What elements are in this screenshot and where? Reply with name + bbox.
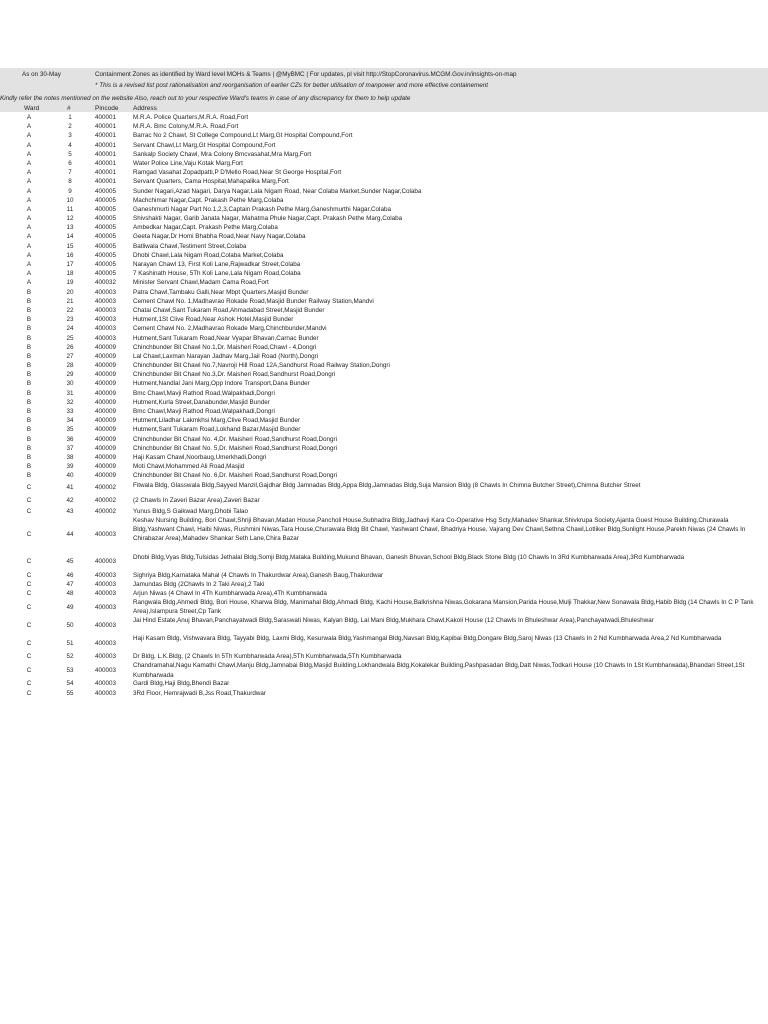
ward-cell: B xyxy=(26,408,32,415)
pincode-cell: 400001 xyxy=(95,169,117,177)
pincode-cell: 400005 xyxy=(95,242,117,250)
address-cell: Machchimar Nagar,Capt. Prakash Pethe Marg,Colaba xyxy=(133,196,284,204)
number-cell: 33 xyxy=(66,408,74,415)
pincode-cell: 400009 xyxy=(95,435,117,443)
number-cell: 25 xyxy=(66,334,74,342)
address-cell: Chinchbunder Bit Chawl No. 6,Dr. Maisheri Road,Sandhurst Road,Dongri xyxy=(133,472,338,480)
number-cell: 45 xyxy=(66,558,74,566)
table-row xyxy=(0,379,768,388)
table-row xyxy=(0,589,768,598)
pincode-cell: 400009 xyxy=(95,371,117,379)
number-cell: 46 xyxy=(66,571,74,579)
number-cell: 22 xyxy=(66,306,74,314)
number-cell: 51 xyxy=(66,639,74,647)
ward-cell: B xyxy=(26,417,32,425)
table-row xyxy=(0,177,768,186)
ward-cell: C xyxy=(26,558,32,566)
pincode-cell: 400005 xyxy=(95,261,117,268)
table-row xyxy=(0,205,768,214)
pincode-cell: 400005 xyxy=(95,205,117,213)
address-cell: Chinchbunder Bit Chawl No.1,Dr. Maisheri Road,Chawl - 4,Dongri xyxy=(133,343,317,351)
table-row xyxy=(0,288,768,297)
table-row xyxy=(0,496,768,507)
address-cell: Shivshakti Nagar, Garib Janata Nagar, Mahatma Phule Nagar,Capt. Prakash Pethe Marg,Colaba xyxy=(133,215,403,223)
ward-cell: C xyxy=(26,680,32,688)
address-cell: Yunus Bldg,S Gaikwad Marg,Dhobi Talao xyxy=(133,507,249,515)
table-row xyxy=(0,661,768,679)
ward-cell: C xyxy=(26,653,32,661)
pincode-cell: 400009 xyxy=(95,426,117,434)
table-row xyxy=(0,616,768,634)
address-cell: Hutment,Liladhar Lakmkhsi Marg,Clive Road,Masjid Bunder xyxy=(133,417,300,425)
address-cell: Sighriya Bldg,Karnataka Mahal (4 Chawls In Thakurdwar Area),Ganesh Baug,Thakurdwar xyxy=(133,571,384,579)
table-row xyxy=(0,361,768,370)
table-row xyxy=(0,150,768,159)
address-cell: Water Police Line,Vaju Kotak Marg,Fort xyxy=(133,159,243,167)
address-cell: Jai Hind Estate,Anuj Bhavan,Panchayatwadi Bldg,Saraswati Niwas, Kalyan Bldg, Lal Mani Bldg,Mukhara Chawl,Kakoli House (12 Chawls In Bhuleshwar Area),Panchayatwadi,Bhuleshwar xyxy=(133,617,654,625)
number-cell: 40 xyxy=(66,472,74,480)
pincode-cell: 400009 xyxy=(95,380,117,388)
number-cell: 28 xyxy=(66,362,74,370)
table-row xyxy=(0,343,768,352)
table-row xyxy=(0,425,768,434)
ward-cell: A xyxy=(26,114,32,121)
pincode-cell: 400009 xyxy=(95,343,117,351)
number-cell: 15 xyxy=(66,242,74,250)
ward-cell: C xyxy=(26,496,32,504)
address-cell: Dhobi Bldg,Vyas Bldg,Tulsidas Jethalal Bldg,Somji Bldg,Mataka Building,Mukund Bhavan, Ganesh Bhuvan,School Bldg,Black Stone Bldg (10 Chawls In 3Rd Kumbharwada Area),3Rd Kumbharwada xyxy=(133,553,685,561)
table-row xyxy=(0,652,768,661)
ward-cell: A xyxy=(26,150,32,158)
number-cell: 36 xyxy=(66,435,74,443)
table-row xyxy=(0,507,768,516)
table-row xyxy=(0,598,768,616)
ward-cell: C xyxy=(26,639,32,647)
table-row xyxy=(0,297,768,306)
address-cell: Arjun Niwas (4 Chawl In 4Th Kumbharwada Area),4Th Kumbharwada xyxy=(133,590,327,598)
ward-cell: A xyxy=(26,187,32,195)
table-row xyxy=(0,481,768,496)
pincode-cell: 400009 xyxy=(95,453,117,461)
number-cell: 43 xyxy=(66,507,74,515)
ward-cell: B xyxy=(26,380,32,388)
address-cell: Hutment,Nandlal Jani Marg,Opp Indore Transport,Dana Bunder xyxy=(133,380,310,388)
table-row xyxy=(0,462,768,471)
address-cell: Bmc Chawl,Mavji Rathod Road,Walpakhadi,Dongri xyxy=(133,389,275,397)
address-cell: Dr Bldg, L.K.Bldg, (2 Chawls In 5Th Kumbharwada Area),5Th Kumbharwada,5Th Kumbharwada xyxy=(133,653,402,661)
number-cell: 29 xyxy=(66,371,74,379)
pincode-cell: 400032 xyxy=(95,279,117,287)
ward-cell: A xyxy=(26,261,32,268)
ward-cell: C xyxy=(26,507,32,515)
table-row xyxy=(0,168,768,177)
ward-cell: C xyxy=(26,621,32,629)
ward-cell: B xyxy=(26,334,32,342)
table-row xyxy=(0,444,768,453)
ward-cell: B xyxy=(26,389,32,397)
table-row xyxy=(0,553,768,571)
ward-cell: C xyxy=(26,590,32,598)
table-row xyxy=(0,352,768,361)
pincode-cell: 400001 xyxy=(95,141,117,149)
number-cell: 6 xyxy=(68,159,72,167)
address-cell: Rangwala Bldg,Ahmedi Bldg, Bori House, Kharwa Bldg, Manimahal Bldg,Ahmadi Bldg, Kachi House,Balkrishna Niwas,Gokarana Mansion,Parida House,Mulji Thakkar,New Sonawala Bldg,Habib Bldg (14 Chawls In C P Tank Area),Islampura Street,Cp Tank xyxy=(133,599,754,616)
number-cell: 3 xyxy=(68,132,72,140)
pincode-cell: 400003 xyxy=(95,316,117,324)
number-cell: 19 xyxy=(66,279,74,287)
pincode-cell: 400002 xyxy=(95,496,117,504)
number-cell: 32 xyxy=(66,398,74,406)
ward-cell: B xyxy=(26,352,32,360)
address-cell: Gardi Bldg,Haji Bldg,Bhendi Bazar xyxy=(133,680,230,688)
address-cell: Fitwala Bldg, Glasswala Bldg,Sayyed Manzil,Gajdhar Bldg Jamnadas Bldg,Appa Bldg,Jamnadas Bldg,Suja Mansion Bldg (8 Chawls In Chimna Butcher Street),Chimna Butcher Street xyxy=(133,481,641,489)
pincode-cell: 400003 xyxy=(95,297,117,305)
number-cell: 52 xyxy=(66,653,74,661)
table-row xyxy=(0,634,768,652)
pincode-cell: 400003 xyxy=(95,571,117,579)
table-row xyxy=(0,370,768,379)
ward-cell: A xyxy=(26,251,32,259)
table-row xyxy=(0,315,768,324)
table-row xyxy=(0,159,768,168)
address-cell: Sunder Nagari,Azad Nagari, Darya Nagar,Lala Nigam Road, Near Colaba Market,Sunder Nagar,Colaba xyxy=(133,187,422,195)
ward-cell: C xyxy=(26,530,32,538)
number-cell: 21 xyxy=(66,297,74,305)
table-row xyxy=(0,334,768,343)
number-cell: 26 xyxy=(66,343,74,351)
pincode-cell: 400003 xyxy=(95,680,117,688)
number-cell: 9 xyxy=(68,187,72,195)
address-cell: Servant Chawl,Lt Marg,Gt Hospital Compound,Fort xyxy=(133,141,276,149)
ward-cell: A xyxy=(26,205,32,213)
address-cell: 7 Kashinath House, 5Th Koli Lane,Lala Nigam Road,Colaba xyxy=(133,270,301,278)
number-cell: 4 xyxy=(68,141,72,149)
pincode-cell: 400003 xyxy=(95,590,117,598)
pincode-cell: 400003 xyxy=(95,558,117,566)
number-cell: 8 xyxy=(68,178,72,186)
pincode-cell: 400009 xyxy=(95,362,117,370)
pincode-cell: 400003 xyxy=(95,334,117,342)
ward-cell: C xyxy=(26,484,32,492)
number-cell: 37 xyxy=(66,444,74,452)
address-cell: Haji Kasam Bldg, Vishwavara Bldg, Tayyabi Bldg, Laxmi Bldg, Kesurwala Bldg,Yashmangal Bldg,Navsari Bldg,Kapibai Bldg,Dongare Bldg,Saroj Niwas (13 Chawls In 2 Nd Kumbharwada Area,2 Nd Kumbharwada xyxy=(133,635,722,643)
address-cell: Hutment,1St Clive Road,Near Ashok Hotel,Masjid Bunder xyxy=(133,316,294,324)
ward-cell: B xyxy=(26,297,32,305)
number-cell: 12 xyxy=(66,215,74,223)
column-header-address: Address xyxy=(133,105,157,112)
address-cell: Ramgad Vasahat Zopadpatti,P D'Mello Road,Near St George Hospital,Fort xyxy=(133,169,342,177)
table-row xyxy=(0,407,768,416)
revision-note: * This is a revised list post rationalisation and reorganisation of earlier CZs for better utilisation of manpower and more effective containement xyxy=(95,82,489,89)
number-cell: 55 xyxy=(66,689,74,697)
address-cell: (2 Chawls In Zaveri Bazar Area),Zaveri Bazar xyxy=(133,496,260,504)
table-row xyxy=(0,113,768,122)
pincode-cell: 400003 xyxy=(95,639,117,647)
ward-cell: B xyxy=(26,362,32,370)
number-cell: 11 xyxy=(66,205,74,213)
table-row xyxy=(0,389,768,398)
pincode-cell: 400005 xyxy=(95,187,117,195)
pincode-cell: 400005 xyxy=(95,233,117,241)
pincode-cell: 400001 xyxy=(95,114,117,121)
pincode-cell: 400009 xyxy=(95,408,117,415)
number-cell: 53 xyxy=(66,666,74,674)
address-cell: Keshav Nursing Building, Bori Chawl,Shriji Bhavan,Madan House,Pancholi House,Subhadra Bldg,Jadhavji Kara Co-Operative Hsg Scty,Mahadev Shankar,Shivkrupa Society,Ajanta Guest House Building,Churawala Bldg,Yashwant Chawl, Haibi Niwas, Rushmini Niwas,Tara House,Churawala Bldg Bit Chawl, Yashwant Chawl, Bhadriya House, Vajrang Dev Chawl,Sethna Chawl,Lotliker Bldg,Sunlight House,Parekh Niwas (24 Chawls In Chirabazar Area),Mahadev Shankar Seth Lane,Chira Bazar xyxy=(133,516,746,543)
address-cell: Patra Chawl,Tambaku Galli,Near Mbpt Quarters,Masjid Bunder xyxy=(133,288,309,296)
table-row xyxy=(0,187,768,196)
pincode-cell: 400003 xyxy=(95,288,117,296)
ward-cell: C xyxy=(26,666,32,674)
address-cell: Chatai Chawl,Sant Tukaram Road,Ahmadabad Street,Masjid Bunder xyxy=(133,306,325,314)
as-on-date: As on 30-May xyxy=(22,71,61,78)
address-cell: Hutment,Sant Tukaram Road,Lokhand Bazar,Masjid Bunder xyxy=(133,426,301,434)
table-row xyxy=(0,453,768,462)
table-row xyxy=(0,398,768,407)
number-cell: 13 xyxy=(66,224,74,232)
table-row xyxy=(0,416,768,425)
ward-cell: A xyxy=(26,123,32,131)
pincode-cell: 400005 xyxy=(95,224,117,232)
ward-cell: B xyxy=(26,444,32,452)
pincode-cell: 400005 xyxy=(95,215,117,223)
ward-cell: B xyxy=(26,343,32,351)
table-row xyxy=(0,242,768,251)
pincode-cell: 400003 xyxy=(95,689,117,697)
pincode-cell: 400009 xyxy=(95,398,117,406)
address-cell: Geeta Nagar,Dr Homi Bhabha Road,Near Navy Nagar,Colaba xyxy=(133,233,306,241)
column-header-pincode: Pincode xyxy=(95,105,119,112)
number-cell: 16 xyxy=(66,251,74,259)
pincode-cell: 400009 xyxy=(95,352,117,360)
ward-cell: A xyxy=(26,141,32,149)
number-cell: 18 xyxy=(66,270,74,278)
containment-zone-table xyxy=(0,113,768,698)
pincode-cell: 400003 xyxy=(95,653,117,661)
pincode-cell: 400005 xyxy=(95,251,117,259)
table-row xyxy=(0,679,768,688)
ward-cell: C xyxy=(26,571,32,579)
ward-cell: A xyxy=(26,233,32,241)
pincode-cell: 400001 xyxy=(95,150,117,158)
column-header-ward: Ward xyxy=(24,105,40,112)
table-row xyxy=(0,260,768,269)
ward-cell: B xyxy=(26,325,32,333)
ward-cell: A xyxy=(26,242,32,250)
number-cell: 31 xyxy=(66,389,74,397)
table-row xyxy=(0,141,768,150)
ward-cell: A xyxy=(26,169,32,177)
pincode-cell: 400003 xyxy=(95,603,117,611)
table-row xyxy=(0,516,768,553)
address-cell: Minister Servant Chawl,Madam Cama Road,Fort xyxy=(133,279,269,287)
table-row xyxy=(0,251,768,260)
address-cell: Lal Chawl,Laxman Narayan Jadhav Marg,Jail Road (North),Dongri xyxy=(133,352,319,360)
number-cell: 44 xyxy=(66,530,74,538)
pincode-cell: 400002 xyxy=(95,484,117,492)
ward-cell: B xyxy=(26,288,32,296)
table-row xyxy=(0,214,768,223)
address-cell: Chandramahal,Nagu Kamathi Chawl,Manju Bldg,Jamnabai Bldg,Masjid Building,Lokhandwala Bldg,Kokalekar Building,Pashpasadan Bldg,Datt Niwas,Todkari House (10 Chawls In 1St Kumbharwada),Bhandari Street,1St Kumbharwada xyxy=(133,662,745,679)
ward-cell: B xyxy=(26,426,32,434)
table-row xyxy=(0,122,768,131)
address-cell: Ganeshmurti Nagar Part No.1,2,3,Captain Prakash Pethe Marg,Ganeshmurthi Nagar,Colaba xyxy=(133,205,391,213)
pincode-cell: 400003 xyxy=(95,325,117,333)
address-cell: Batliwala Chawl,Testiment Street,Colaba xyxy=(133,242,247,250)
number-cell: 48 xyxy=(66,590,74,598)
number-cell: 50 xyxy=(66,621,74,629)
table-row xyxy=(0,580,768,589)
pincode-cell: 400009 xyxy=(95,463,117,471)
table-row xyxy=(0,131,768,140)
number-cell: 30 xyxy=(66,380,74,388)
pincode-cell: 400002 xyxy=(95,507,117,515)
ward-cell: A xyxy=(26,224,32,232)
number-cell: 27 xyxy=(66,352,74,360)
pincode-cell: 400001 xyxy=(95,123,117,131)
address-cell: Sankalp Society Chawl, Mra Colony Bmcvasahat,Mra Marg,Fort xyxy=(133,150,312,158)
number-cell: 34 xyxy=(66,417,74,425)
pincode-cell: 400003 xyxy=(95,580,117,588)
pincode-cell: 400009 xyxy=(95,389,117,397)
address-cell: M.R.A. Police Quarters,M.R.A. Road,Fort xyxy=(133,114,249,121)
ward-cell: C xyxy=(26,689,32,697)
ward-cell: B xyxy=(26,472,32,480)
ward-cell: B xyxy=(26,316,32,324)
table-row xyxy=(0,269,768,278)
number-cell: 7 xyxy=(68,169,72,177)
pincode-cell: 400005 xyxy=(95,196,117,204)
pincode-cell: 400005 xyxy=(95,270,117,278)
pincode-cell: 400001 xyxy=(95,132,117,140)
pincode-cell: 400003 xyxy=(95,621,117,629)
ward-cell: B xyxy=(26,306,32,314)
ward-cell: A xyxy=(26,178,32,186)
ward-cell: A xyxy=(26,196,32,204)
number-cell: 49 xyxy=(66,603,74,611)
address-cell: Dhobi Chawl,Lala Nigam Road,Colaba Market,Colaba xyxy=(133,251,284,259)
ward-cell: B xyxy=(26,463,32,471)
ward-cell: C xyxy=(26,580,32,588)
number-cell: 24 xyxy=(66,325,74,333)
table-row xyxy=(0,571,768,580)
pincode-cell: 400001 xyxy=(95,178,117,186)
ward-cell: B xyxy=(26,398,32,406)
address-cell: Chinchbunder Bit Chawl No. 4,Dr. Maisheri Road,Sandhurst Road,Dongri xyxy=(133,435,338,443)
pincode-cell: 400003 xyxy=(95,306,117,314)
pincode-cell: 400009 xyxy=(95,472,117,480)
ward-cell: A xyxy=(26,270,32,278)
ward-cell: A xyxy=(26,279,32,287)
table-row xyxy=(0,278,768,287)
ward-cell: C xyxy=(26,603,32,611)
table-row xyxy=(0,306,768,315)
number-cell: 23 xyxy=(66,316,74,324)
number-cell: 20 xyxy=(66,288,74,296)
column-header-number: # xyxy=(67,105,71,112)
table-row xyxy=(0,435,768,444)
pincode-cell: 400003 xyxy=(95,530,117,538)
address-cell: Cement Chawl No. 2,Madhavrao Rokade Marg,Chinchbunder,Mandvi xyxy=(133,325,327,333)
ward-cell: B xyxy=(26,453,32,461)
address-cell: Haji Kasam Chawl,Noorbaug,Umerkhadi,Dongri xyxy=(133,453,267,461)
address-cell: Cement Chawl No. 1,Madhavrao Rokade Road,Masjid Bunder Railway Station,Mandvi xyxy=(133,297,374,305)
number-cell: 41 xyxy=(66,484,74,492)
number-cell: 35 xyxy=(66,426,74,434)
table-row xyxy=(0,471,768,480)
address-cell: Servant Quarters, Cama Hospital,Mahapalika Marg,Fort xyxy=(133,178,289,186)
ward-cell: B xyxy=(26,371,32,379)
address-cell: Bmc Chawl,Mavji Rathod Road,Walpakhadi,Dongri xyxy=(133,408,275,415)
table-row xyxy=(0,196,768,205)
number-cell: 5 xyxy=(68,150,72,158)
address-cell: Chinchbunder Bit Chawl No. 5,Dr. Maisheri Road,Sandhurst Road,Dongri xyxy=(133,444,338,452)
address-cell: 3Rd Floor, Hemrajwadi B,Jss Road,Thakurdwar xyxy=(133,689,266,697)
address-cell: Chinchbunder Bit Chawl No.7,Navroji Hill Road 12A,Sandhurst Road Railway Station,Dongri xyxy=(133,362,390,370)
sheet-title: Containment Zones as identified by Ward level MOHs & Teams | @MyBMC | For updates, pl visit http://StopCoronavirus.MCGM.Gov.in/insights-on-map xyxy=(95,71,517,78)
number-cell: 38 xyxy=(66,453,74,461)
pincode-cell: 400009 xyxy=(95,444,117,452)
ward-cell: B xyxy=(26,435,32,443)
pincode-cell: 400003 xyxy=(95,666,117,674)
number-cell: 14 xyxy=(66,233,74,241)
pincode-cell: 400001 xyxy=(95,159,117,167)
number-cell: 1 xyxy=(68,114,72,121)
address-cell: Ambedkar Nagar,Capt. Prakash Pethe Marg,Colaba xyxy=(133,224,278,232)
address-cell: Hutment,Sant Tukaram Road,Near Vyapar Bhavan,Carnac Bunder xyxy=(133,334,319,342)
address-cell: Jamundas Bldg (2Chawls In 2 Taki Area),2 Taki xyxy=(133,580,265,588)
address-cell: Moti Chawl,Mohammed Ali Road,Masjid xyxy=(133,463,245,471)
number-cell: 17 xyxy=(66,261,74,268)
number-cell: 42 xyxy=(66,496,74,504)
number-cell: 54 xyxy=(66,680,74,688)
number-cell: 39 xyxy=(66,463,74,471)
pincode-cell: 400009 xyxy=(95,417,117,425)
ward-cell: A xyxy=(26,132,32,140)
address-cell: Barrac No 2 Chawl, St College Compound,Lt Marg,Gt Hospital Compound,Fort xyxy=(133,132,353,140)
ward-cell: A xyxy=(26,215,32,223)
number-cell: 10 xyxy=(66,196,74,204)
number-cell: 2 xyxy=(68,123,72,131)
discrepancy-note: Kindly refer the notes mentioned on the website Also, reach out to your respective Ward's teams in case of any discrepancy for them to help update xyxy=(0,95,411,102)
table-row xyxy=(0,324,768,333)
table-row xyxy=(0,223,768,232)
number-cell: 47 xyxy=(66,580,74,588)
address-cell: M.R.A. Bmc Colony,M.R.A. Road,Fort xyxy=(133,123,239,131)
table-row xyxy=(0,689,768,698)
address-cell: Hutment,Kurla Street,Danabunder,Masjid Bunder xyxy=(133,398,270,406)
address-cell: Chinchbunder Bit Chawl No.3,Dr. Maisheri Road,Sandhurst Road,Dongri xyxy=(133,371,336,379)
address-cell: Narayan Chawl 13, First Koli Lane,Rajwadkar Street,Colaba xyxy=(133,261,301,268)
table-row xyxy=(0,232,768,241)
ward-cell: A xyxy=(26,159,32,167)
